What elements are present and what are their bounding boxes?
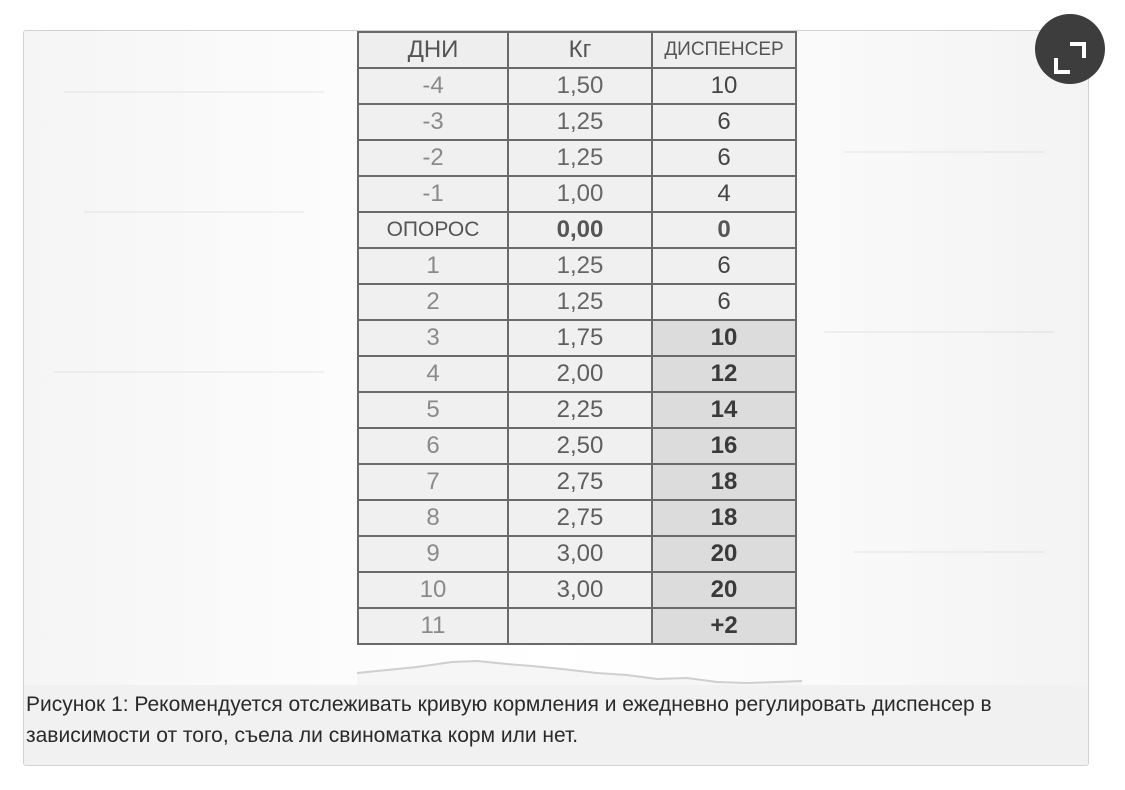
table-cell-day: 5 [358, 392, 508, 428]
table-cell-dispenser: 6 [652, 140, 796, 176]
feeding-table [357, 31, 797, 645]
table-cell-day: 3 [358, 320, 508, 356]
table-cell-day: -3 [358, 104, 508, 140]
table-row [358, 392, 796, 428]
table-cell-kg: 1,25 [508, 284, 652, 320]
background-text-bleed [64, 91, 324, 93]
table-cell-dispenser: 18 [652, 464, 796, 500]
background-text-bleed [844, 151, 1044, 153]
column-header-dispenser: ДИСПЕНСЕР [652, 32, 796, 68]
table-cell-kg: 1,00 [508, 176, 652, 212]
table-cell-day: 4 [358, 356, 508, 392]
table-row [358, 428, 796, 464]
table-cell-day: 2 [358, 284, 508, 320]
table-cell-kg: 1,25 [508, 140, 652, 176]
table-cell-dispenser: 6 [652, 104, 796, 140]
table-cell-dispenser: 14 [652, 392, 796, 428]
table-cell-dispenser: 20 [652, 572, 796, 608]
expand-image-button[interactable] [1035, 14, 1105, 84]
table-row [358, 140, 796, 176]
table-cell-day: 6 [358, 428, 508, 464]
table-cell-day: 11 [358, 608, 508, 644]
table-cell-dispenser: 6 [652, 248, 796, 284]
table-cell-dispenser: 6 [652, 284, 796, 320]
expand-icon [1052, 40, 1088, 76]
table-cell-day: ОПОРОС [358, 212, 508, 248]
table-cell-kg: 2,50 [508, 428, 652, 464]
background-text-bleed [84, 211, 304, 213]
table-row [358, 356, 796, 392]
table-cell-kg: 1,25 [508, 248, 652, 284]
table-cell-day: 10 [358, 572, 508, 608]
table-row [358, 104, 796, 140]
table-cell-kg: 2,75 [508, 500, 652, 536]
table-cell-day: 1 [358, 248, 508, 284]
table-row [358, 176, 796, 212]
table-cell-dispenser: 18 [652, 500, 796, 536]
table-row [358, 536, 796, 572]
table-cell-kg: 1,50 [508, 68, 652, 104]
background-text-bleed [824, 331, 1054, 333]
table-cell-dispenser: 10 [652, 320, 796, 356]
table-cell-kg: 1,75 [508, 320, 652, 356]
column-header-kg: Кг [508, 32, 652, 68]
table-cell-dispenser: +2 [652, 608, 796, 644]
table-cell-kg: 3,00 [508, 536, 652, 572]
table-row [358, 500, 796, 536]
table-cell-kg: 1,25 [508, 104, 652, 140]
table-cell-kg: 3,00 [508, 572, 652, 608]
table-row [358, 248, 796, 284]
table-cell-dispenser: 0 [652, 212, 796, 248]
column-header-days: ДНИ [358, 32, 508, 68]
figure-caption-area [24, 685, 1088, 766]
table-cell-day: 9 [358, 536, 508, 572]
table-cell-kg: 0,00 [508, 212, 652, 248]
table-cell-day: 7 [358, 464, 508, 500]
table-cell-kg: 2,00 [508, 356, 652, 392]
table-header-row [358, 32, 796, 68]
figure-container [23, 30, 1089, 766]
table-cell-dispenser: 16 [652, 428, 796, 464]
table-row [358, 68, 796, 104]
figure-image [24, 31, 1088, 685]
table-cell-day: -1 [358, 176, 508, 212]
table-cell-day: 8 [358, 500, 508, 536]
table-cell-kg: 2,75 [508, 464, 652, 500]
background-text-bleed [854, 551, 1044, 553]
table-row [358, 464, 796, 500]
paper-sheet [357, 31, 802, 685]
background-text-bleed [54, 371, 324, 373]
table-cell-day: -2 [358, 140, 508, 176]
figure-caption: Рисунок 1: Рекомендуется отслеживать кривую кормления и ежедневно регулировать диспенсер в зависимости от того, съела ли свиноматка корм или нет. [26, 693, 992, 747]
table-row [358, 320, 796, 356]
table-row [358, 212, 796, 248]
table-cell-dispenser: 10 [652, 68, 796, 104]
table-cell-dispenser: 4 [652, 176, 796, 212]
table-row [358, 284, 796, 320]
table-cell-dispenser: 20 [652, 536, 796, 572]
table-cell-dispenser: 12 [652, 356, 796, 392]
table-cell-day: -4 [358, 68, 508, 104]
table-cell-kg: 2,25 [508, 392, 652, 428]
torn-paper-edge [357, 621, 802, 685]
table-row [358, 572, 796, 608]
